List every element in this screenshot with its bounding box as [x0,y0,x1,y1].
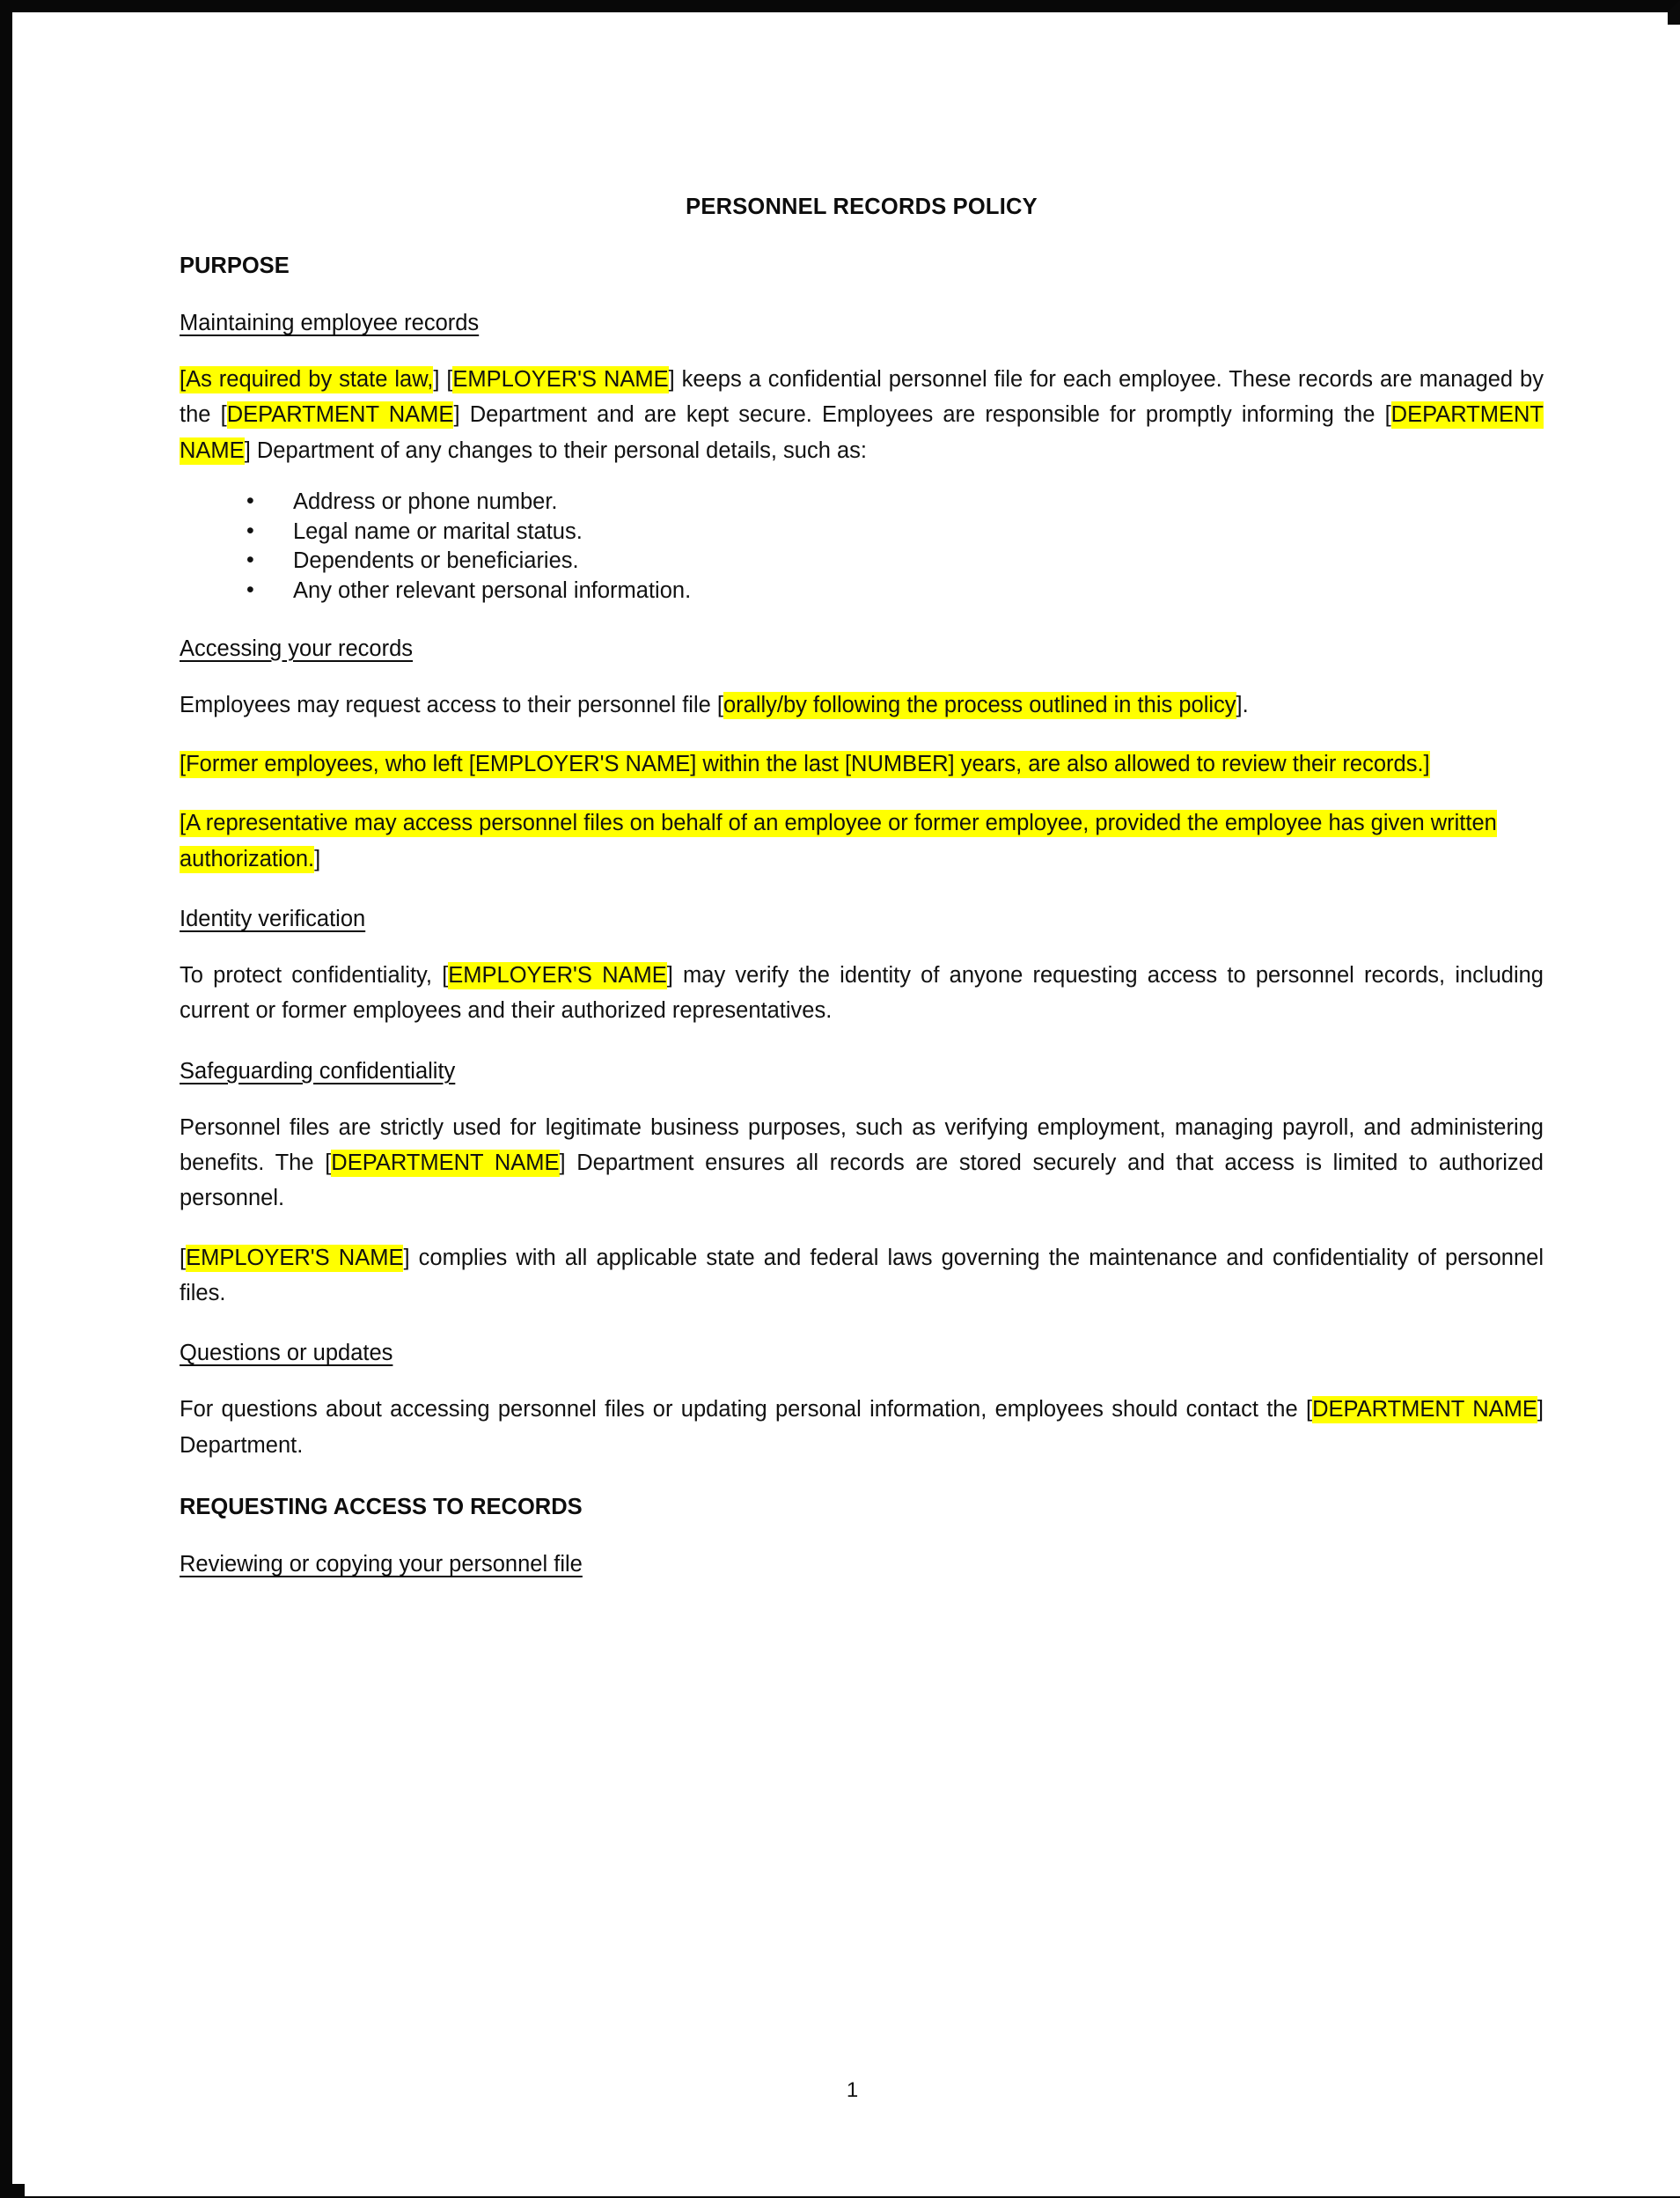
list-item [180,488,1544,518]
document-page [25,25,1680,2196]
heading-requesting-access-to-records: REQUESTING ACCESS TO RECORDS [180,1494,583,1519]
paragraph-text-11: ] Department ensures all records are stored securely and that access is limited to authorized personnel. [180,1150,1544,1211]
paragraph-questions-contact [180,1368,1544,1463]
list-item-label: Address or phone number. [293,489,558,514]
paragraph-text-7: ] [314,846,321,871]
paragraph-text-14: For questions about accessing personnel files or updating personal information, employees should contact the [ [180,1397,1313,1422]
paragraph-text-5: Employees may request access to their personnel file [ [180,692,723,717]
paragraph-text-8: To protect confidentiality, [ [180,963,449,989]
document-content [180,25,1544,1579]
placeholder-department-name-1: DEPARTMENT NAME [226,402,454,428]
paragraph-maintaining-records [180,338,1544,468]
paragraph-text-9: ] may verify the identity of anyone requesting access to personnel records, including current or former employees and their authorized representatives. [180,963,1544,1024]
placeholder-employer-name-3: EMPLOYER'S NAME [186,1245,404,1270]
page-number: 1 [846,2078,859,2102]
subheading-reviewing-or-copying-label: Reviewing or copying your personnel file [180,1551,583,1577]
placeholder-request-process: orally/by following the process outlined in this policy [723,692,1236,717]
placeholder-state-law: [As required by state law, [180,367,434,393]
placeholder-department-name-4: DEPARTMENT NAME [1312,1397,1537,1422]
paragraph-text-6: ]. [1236,692,1249,717]
list-item-label: Any other relevant personal information. [293,577,692,603]
placeholder-employer-name-2: EMPLOYER'S NAME [448,963,667,989]
placeholder-former-employees-clause: [Former employees, who left [EMPLOYER'S NAME] within the last [NUMBER] years, are also allowed to review their records.] [180,752,1430,777]
paragraph-safeguarding-usage [180,1086,1544,1217]
subheading-identity-verification [180,877,1544,934]
paragraph-text-10: Personnel files are strictly used for legitimate business purposes, such as verifying employment, managing payroll, and administering benefits. The [ [180,1114,1544,1176]
subheading-identity-verification-label: Identity verification [180,906,366,931]
paragraph-text-12: [ [180,1245,187,1270]
list-item-label: Dependents or beneficiaries. [293,548,579,574]
subheading-accessing-your-records [180,606,1544,664]
subheading-questions-or-updates-label: Questions or updates [180,1341,393,1366]
paragraph-former-employees [180,723,1544,782]
paragraph-representative-access [180,782,1544,877]
heading-purpose: PURPOSE [180,253,290,278]
list-item [180,547,1544,577]
list-item-label: Legal name or marital status. [293,518,583,544]
subheading-questions-or-updates [180,1311,1544,1368]
list-item [180,577,1544,606]
placeholder-representative-clause: [A representative may access personnel files on behalf of an employee or former employee, provided the employee has given written authorization. [180,811,1497,871]
list-item [180,518,1544,548]
paragraph-text-15: ] Department. [180,1397,1544,1458]
paragraph-text-1: ] [ [433,367,453,393]
subheading-maintaining-employee-records-label: Maintaining employee records [180,311,480,336]
placeholder-department-name-3: DEPARTMENT NAME [331,1150,560,1176]
placeholder-employer-name-1: EMPLOYER'S NAME [452,367,669,393]
paragraph-text-2: ] keeps a confidential personnel file for each employee. These records are managed by the [ [180,367,1544,428]
personal-details-list [180,468,1544,606]
paragraph-legal-compliance [180,1217,1544,1312]
subheading-maintaining-employee-records [180,281,1544,338]
placeholder-department-name-2: DEPARTMENT NAME [180,402,1544,463]
subheading-reviewing-or-copying [180,1522,1544,1579]
paragraph-text-13: ] complies with all applicable state and federal laws governing the maintenance and confidentiality of personnel files. [180,1245,1544,1305]
paragraph-identity-verification [180,934,1544,1029]
subheading-safeguarding-confidentiality [180,1029,1544,1086]
subheading-accessing-your-records-label: Accessing your records [180,636,414,661]
paragraph-text-4: ] Department of any changes to their personal details, such as: [244,437,868,463]
paragraph-text-3: ] Department and are kept secure. Employees are responsible for promptly informing the [ [453,402,1391,428]
subheading-safeguarding-confidentiality-label: Safeguarding confidentiality [180,1058,456,1084]
document-title: PERSONNEL RECORDS POLICY [686,195,1038,219]
paragraph-request-access [180,664,1544,723]
